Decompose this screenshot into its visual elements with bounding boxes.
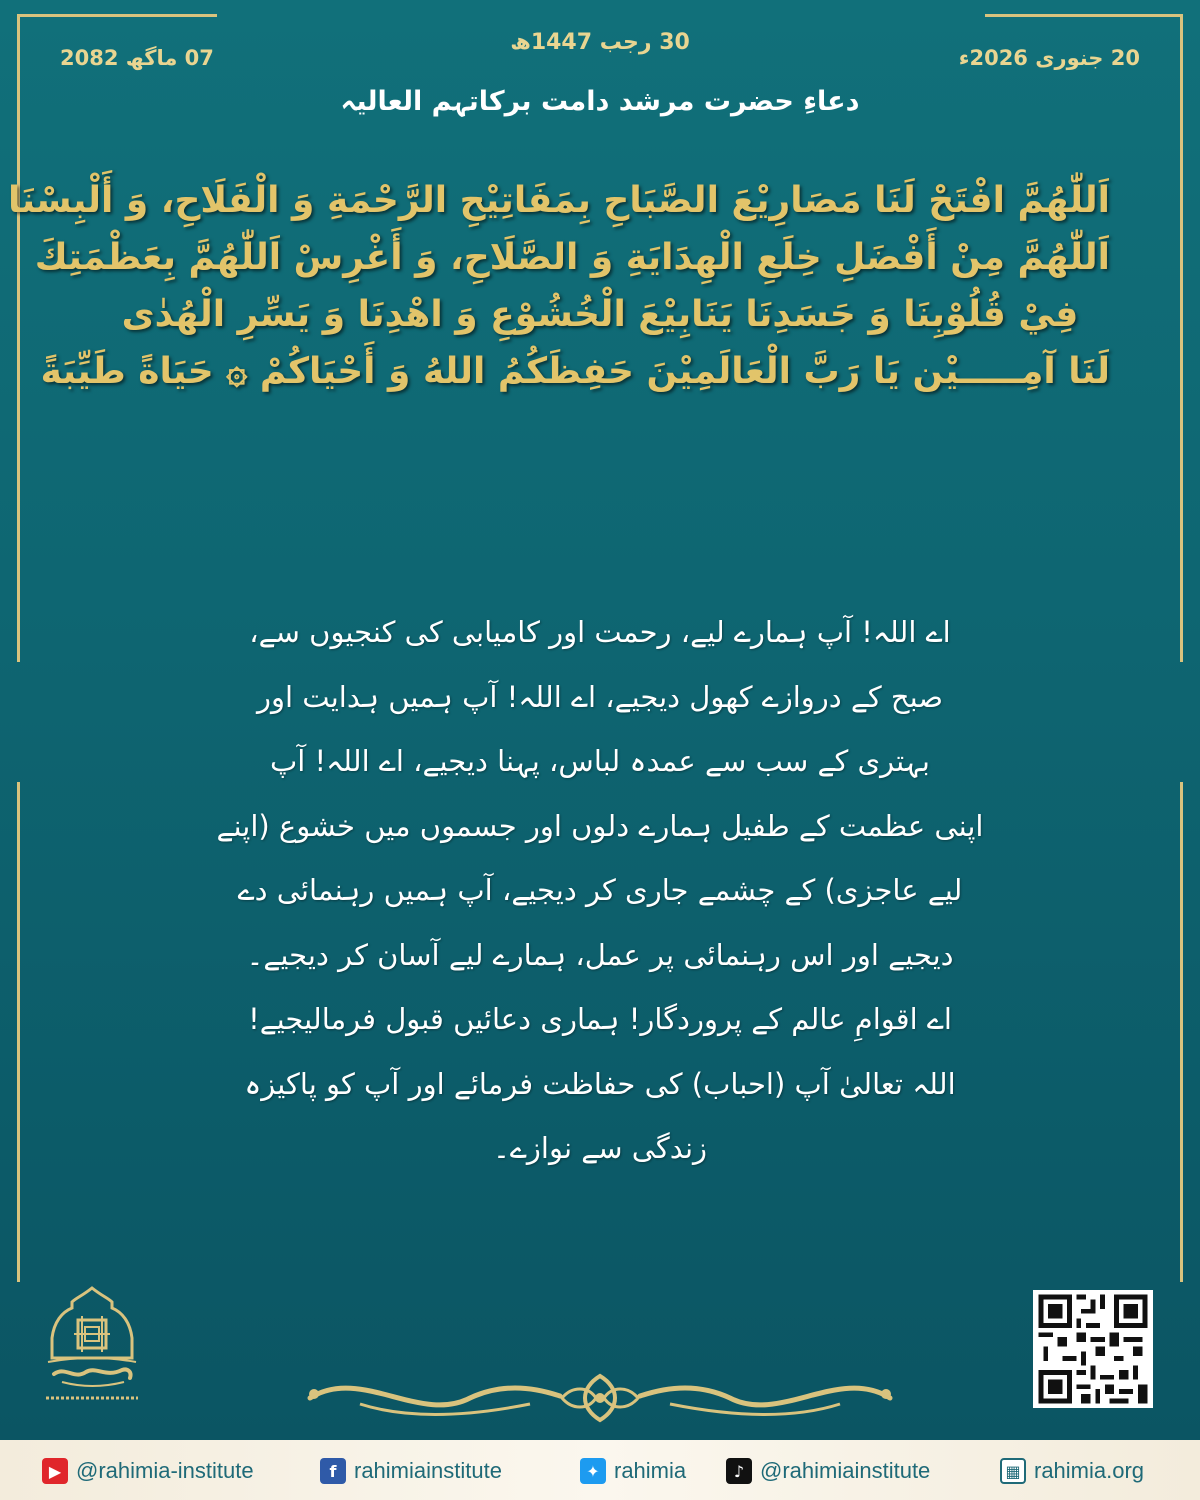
urdu-line: اے اقوامِ عالم کے پروردگار! ہماری دعائیں قبول فرمالیجیے! (248, 1002, 952, 1036)
urdu-line: اپنی عظمت کے طفیل ہمارے دلوں اور جسموں میں خشوع (اپنے (216, 808, 984, 843)
youtube-handle: @rahimia-institute (76, 1458, 254, 1483)
arabic-dua (7, 172, 1110, 400)
facebook-link[interactable] (320, 1456, 502, 1486)
arabic-line: فِيْ قُلُوْبِنَا وَ جَسَدِنَا يَنَابِيْعَ الْخُشُوْعِ وَ اهْدِنَا وَ يَسِّرِ الْهُدٰى (121, 294, 1079, 335)
twitter-handle: rahimia (614, 1458, 687, 1483)
frame-right-bottom (1180, 782, 1183, 1282)
website-icon: ▦ (1000, 1458, 1026, 1484)
page-title: دعاءِ حضرت مرشد دامت برکاتہم العالیہ (340, 86, 860, 117)
urdu-line: دیجیے اور اس رہنمائی پر عمل، ہمارے لیے آسان کر دیجیے۔ (246, 937, 954, 972)
twitter-icon: ✦ (580, 1458, 606, 1484)
rahimia-logo (32, 1282, 152, 1422)
youtube-icon: ▶ (42, 1458, 68, 1484)
tiktok-handle: @rahimiainstitute (760, 1458, 931, 1483)
website-url: rahimia.org (1034, 1458, 1145, 1483)
hijri-date: 30 رجب 1447ھ (510, 30, 690, 55)
urdu-line: زندگی سے نوازے۔ (492, 1131, 708, 1165)
urdu-line: لیے عاجزی) کے چشمے جاری کر دیجیے، آپ ہمیں رہنمائی دے (237, 873, 963, 907)
tiktok-icon: ♪ (726, 1458, 752, 1484)
ornament-divider (300, 1370, 900, 1426)
urdu-translation (190, 600, 1010, 1181)
qr-code[interactable] (1033, 1290, 1153, 1408)
urdu-line: اے اللہ! آپ ہمارے لیے، رحمت اور کامیابی کی کنجیوں سے، (249, 615, 951, 649)
urdu-line: صبح کے دروازے کھول دیجیے، اے اللہ! آپ ہمیں ہدایت اور (256, 679, 944, 714)
frame-left-bottom (17, 782, 20, 1282)
urdu-line: اللہ تعالیٰ آپ (احباب) کی حفاظت فرمائے اور آپ کو پاکیزہ (244, 1066, 956, 1101)
arabic-line: اَللّٰهُمَّ مِنْ أَفْضَلِ خِلَعِ الْهِدَايَةِ وَ الصَّلَاحِ، وَ أَغْرِسْ اَللّٰهُمَّ بِعَظْمَتِكَ (34, 237, 1110, 278)
frame-top-right (985, 14, 1183, 17)
youtube-link[interactable] (42, 1456, 254, 1486)
facebook-icon: f (320, 1458, 346, 1484)
tiktok-link[interactable] (726, 1456, 930, 1486)
arabic-line: اَللّٰهُمَّ افْتَحْ لَنَا مَصَارِيْعَ الصَّبَاحِ بِمَفَاتِيْحِ الرَّحْمَةِ وَ الْفَلَاحِ، وَ أَلْبِسْنَا (7, 180, 1110, 221)
bikrami-date: 07 ماگھ 2082 (60, 46, 214, 70)
twitter-link[interactable] (580, 1456, 686, 1486)
website-link[interactable] (1000, 1456, 1144, 1486)
urdu-line: بہتری کے سب سے عمدہ لباس، پہنا دیجیے، اے اللہ! آپ (269, 744, 930, 778)
gregorian-date: 20 جنوری 2026ء (958, 46, 1140, 70)
facebook-handle: rahimiainstitute (354, 1458, 502, 1483)
arabic-line: لَنَا آمِـــــيْن يَا رَبَّ الْعَالَمِيْنَ حَفِظَكُمُ اللهُ وَ أَحْيَاكُمْ ۞ حَيَاةً طَيِّبَةً (40, 351, 1110, 392)
frame-top-left (17, 14, 217, 17)
